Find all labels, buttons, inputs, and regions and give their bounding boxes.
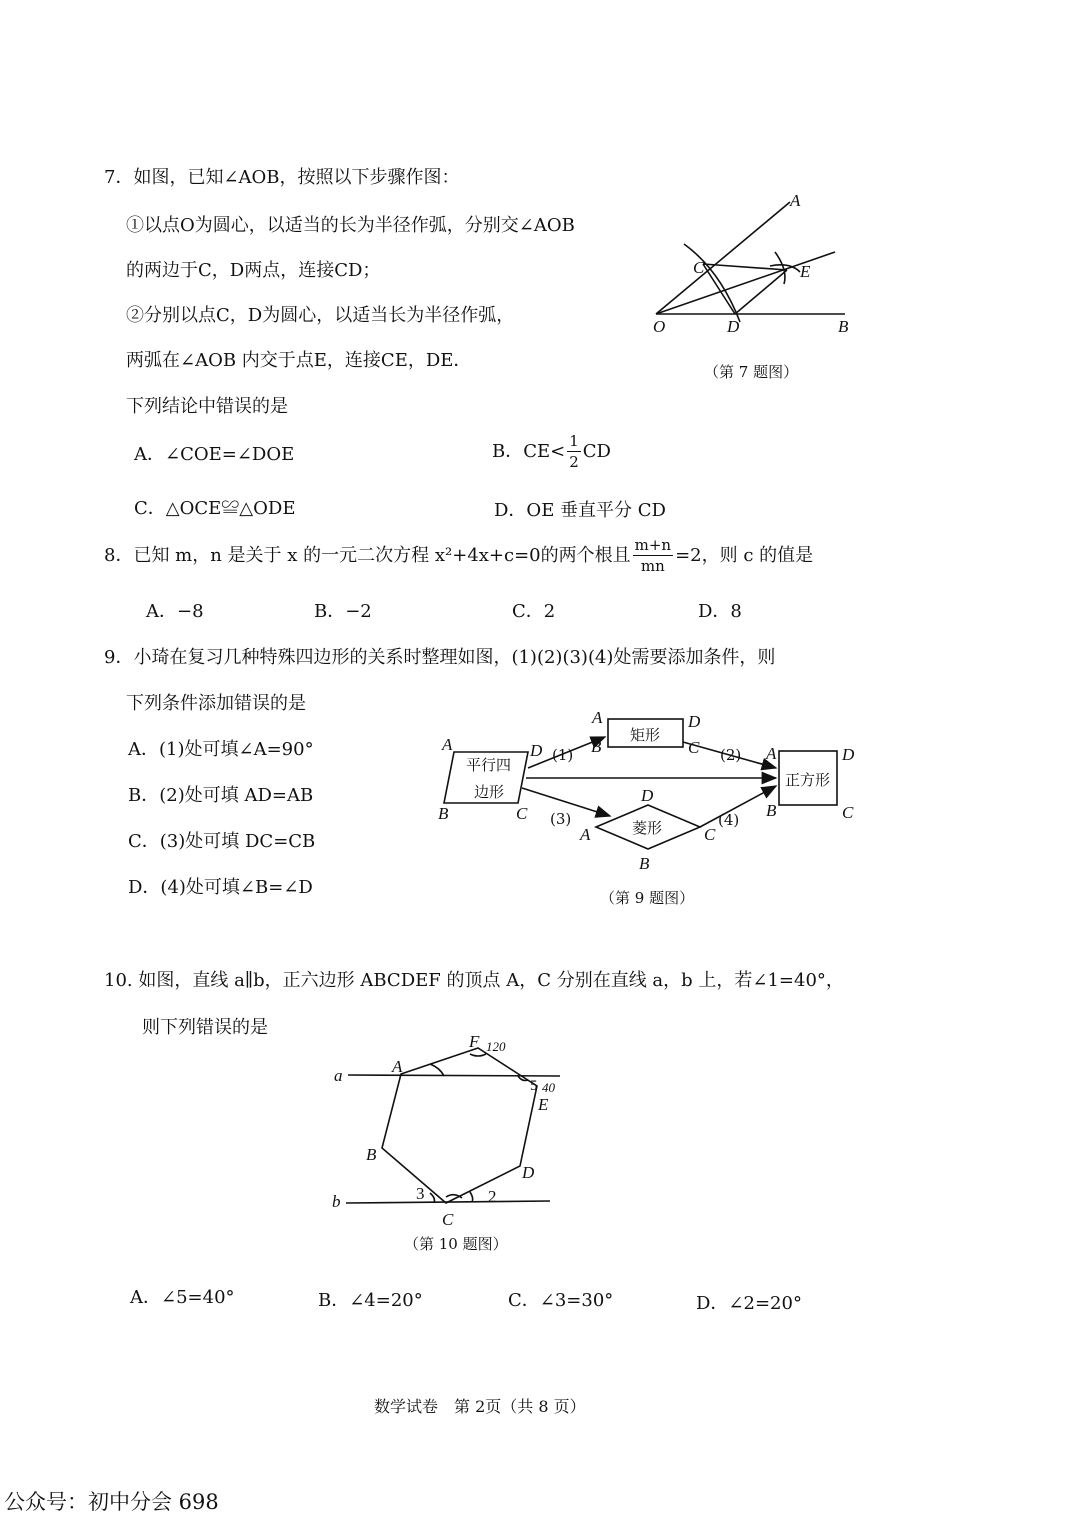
q9-sq-d: D: [842, 745, 855, 764]
q9-option-a[interactable]: A．(1)处可填∠A=90°: [128, 739, 314, 760]
q8-option-b[interactable]: B．−2: [314, 601, 372, 622]
q10-option-d[interactable]: D．∠2=20°: [696, 1293, 802, 1314]
q10-label-c: C: [442, 1210, 454, 1229]
page-footer: 数学试卷 第 2页（共 8 页）: [374, 1397, 586, 1416]
q8-stem-post: =2，则 c 的值是: [675, 545, 814, 566]
q9-para-c: C: [516, 804, 528, 823]
q7-label-a: A: [790, 191, 801, 210]
q8-frac-den: mn: [640, 557, 665, 575]
q9-condition-3: (3): [550, 810, 572, 828]
q9-parallelogram-text1: 平行四: [466, 756, 512, 774]
q8-option-a[interactable]: A．−8: [146, 601, 204, 622]
q7-label-e: E: [800, 262, 811, 281]
q9-para-a: A: [442, 735, 453, 754]
q10-angle-f-arc: [470, 1054, 486, 1056]
q9-square-text: 正方形: [785, 771, 831, 789]
q9-rect-b: B: [591, 737, 602, 756]
q9-rect-a: A: [592, 708, 603, 727]
q10-option-c[interactable]: C．∠3=30°: [508, 1290, 614, 1311]
q9-rh-d: D: [641, 786, 654, 805]
q9-rh-c: C: [704, 825, 716, 844]
q10-label-b-line: b: [332, 1192, 341, 1211]
q7-option-b-den: 2: [569, 453, 579, 471]
q7-label-d: D: [727, 317, 740, 336]
q9-sq-b: B: [766, 801, 777, 820]
q7-step1-line1: ①以点O为圆心，以适当的长为半径作弧，分别交∠AOB: [126, 215, 575, 236]
q10-label-a: A: [392, 1057, 403, 1076]
q7-label-b: B: [838, 317, 849, 336]
q9-rhombus-text: 菱形: [632, 819, 663, 837]
q7-option-d[interactable]: D．OE 垂直平分 CD: [494, 500, 666, 521]
q7-step2-line2: 两弧在∠AOB 内交于点E，连接CE，DE．: [126, 350, 472, 371]
q9-condition-4: (4): [718, 811, 740, 829]
q10-caption: （第 10 题图）: [404, 1235, 508, 1253]
q10-angle-5-label: 5: [530, 1078, 538, 1094]
q10-label-f: F: [469, 1032, 480, 1051]
q9-sq-a: A: [766, 744, 777, 763]
q10-label-d: D: [522, 1163, 535, 1182]
q9-rh-b: B: [639, 854, 650, 873]
q9-stem-line2: 下列条件添加错误的是: [126, 693, 306, 714]
q7-option-b-num: 1: [569, 432, 579, 450]
q7-label-o: O: [653, 317, 666, 336]
q9-caption: （第 9 题图）: [600, 889, 695, 907]
q7-step1-line2: 的两边于C，D两点，连接CD；: [126, 260, 381, 281]
q7-option-b-post: CD: [582, 441, 611, 462]
q9-condition-2: (2): [720, 746, 742, 764]
q9-rect-c: C: [688, 738, 700, 757]
q8-option-c[interactable]: C．2: [512, 601, 556, 622]
q8-frac-num: m+n: [634, 536, 672, 554]
q10-line-a: [348, 1075, 560, 1076]
q10-option-a[interactable]: A．∠5=40°: [130, 1287, 235, 1308]
q10-stem-line2: 则下列错误的是: [142, 1017, 268, 1038]
q9-rect-d: D: [688, 712, 701, 731]
q7-option-b-pre: B．CE<: [492, 441, 566, 462]
q9-condition-1: (1): [552, 746, 574, 764]
q9-option-b[interactable]: B．(2)处可填 AD=AB: [128, 785, 314, 806]
q7-stem: 7．如图，已知∠AOB，按照以下步骤作图：: [104, 167, 460, 188]
q10-angle-2-label: 2: [488, 1187, 497, 1206]
q9-parallelogram-text2: 边形: [474, 783, 505, 801]
q9-option-d[interactable]: D．(4)处可填∠B=∠D: [128, 877, 313, 898]
q7-prompt: 下列结论中错误的是: [126, 396, 288, 417]
q9-para-d: D: [530, 741, 543, 760]
q10-stem: 10. 如图，直线 a∥b，正六边形 ABCDEF 的顶点 A，C 分别在直线 a，b 上，若∠1=40°，: [104, 970, 844, 991]
q10-angle-c-arc: [446, 1195, 462, 1198]
q10-note-40: 40: [542, 1080, 555, 1095]
q10-label-b: B: [366, 1145, 377, 1164]
q9-stem-line1: 9．小琦在复习几种特殊四边形的关系时整理如图，(1)(2)(3)(4)处需要添加条件，则: [104, 647, 776, 668]
q10-hexagon: [382, 1048, 537, 1203]
q9-rh-a: A: [580, 825, 591, 844]
q9-para-b: B: [438, 804, 449, 823]
q10-angle-1-arc: [430, 1064, 444, 1076]
q9-option-c[interactable]: C．(3)处可填 DC=CB: [128, 831, 316, 852]
q9-sq-c: C: [842, 803, 854, 822]
q10-note-120: 120: [486, 1039, 506, 1054]
q10-option-b[interactable]: B．∠4=20°: [318, 1290, 423, 1311]
q10-label-a-line: a: [334, 1066, 343, 1085]
q9-rectangle-text: 矩形: [630, 726, 661, 744]
watermark: 公众号：初中分会 698: [4, 1490, 219, 1514]
q10-angle-3-label: 3: [416, 1184, 425, 1203]
q8-stem-pre: 8．已知 m，n 是关于 x 的一元二次方程 x²+4x+c=0的两个根且: [104, 545, 631, 566]
q7-caption: （第 7 题图）: [704, 363, 799, 381]
q7-step2-line1: ②分别以点C，D为圆心，以适当长为半径作弧，: [126, 305, 515, 326]
q8-option-d[interactable]: D．8: [698, 601, 742, 622]
q7-option-a[interactable]: A．∠COE=∠DOE: [134, 444, 295, 465]
q10-angle-2-arc: [470, 1192, 473, 1202]
q10-label-e: E: [538, 1095, 549, 1114]
q7-label-c: C: [693, 258, 705, 277]
q7-option-c[interactable]: C．△OCE≌△ODE: [134, 498, 296, 519]
